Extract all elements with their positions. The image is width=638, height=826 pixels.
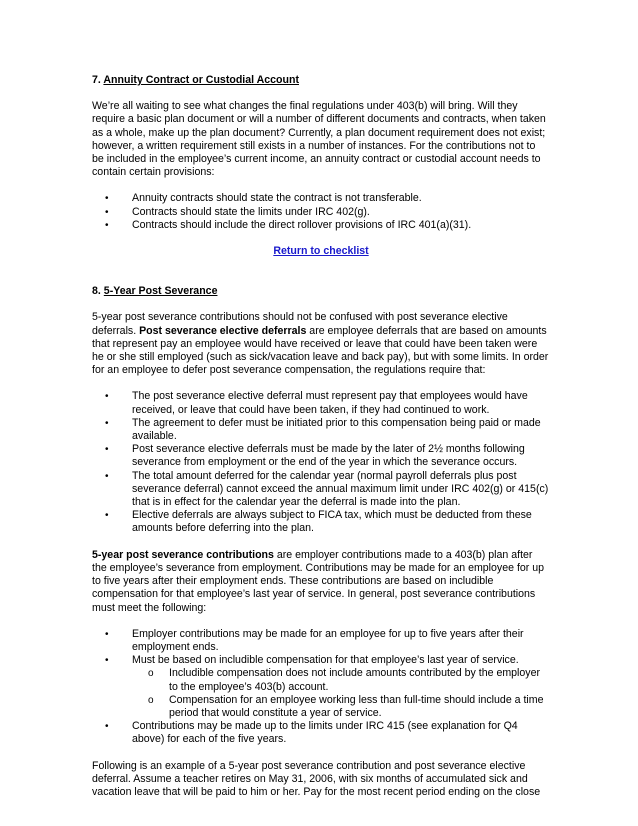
sub-list-item: o Compensation for an employee working less than full-time should include a time period that would constitute a year of service.	[148, 694, 550, 720]
paragraph-bold-term: Post severance elective deferrals	[139, 324, 307, 337]
section-7-intro: We’re all waiting to see what changes the final regulations under 403(b) will bring. Will they require a basic plan document or will a number of different documents and contracts, when taken as a whole, make up the plan document? Currently, a plan document requirement does not exist; however, a written requirement still exists in a number of instances. For the contributions not to be included in the employee’s current income, an annuity contract or custodial account needs to contain certain provisions:	[92, 100, 546, 179]
list-item-text: Must be based on includible compensation for that employee’s last year of service.	[132, 654, 519, 667]
section-7-heading	[92, 74, 550, 87]
paragraph-text: 5-year post severance contributions should not be confused with post severance elective deferrals.	[92, 311, 508, 337]
list-item: • Post severance elective deferrals must be made by the later of 2½ months following severance from employment or the end of the year in which the severance occurs.	[105, 443, 550, 469]
section-7-bullet-list	[92, 192, 550, 232]
section-8-bullet-list-1	[92, 390, 550, 535]
list-item	[105, 654, 550, 720]
section-7-number: 7.	[92, 74, 101, 86]
section-8-bullet-list-2	[92, 628, 550, 747]
list-item: • The post severance elective deferral must represent pay that employees would have received, or leave that could have been taken, if they had continued to work.	[105, 390, 550, 416]
list-item: • The agreement to defer must be initiated prior to this compensation being paid or made available.	[105, 417, 550, 443]
paragraph-text: are employee deferrals that are based on amounts that represent pay an employee would have received or leave that could have been taken were he or she still employed (such as sick/vacation leave and back pay), but with some limits. In order for an employee to defer post severance compensation, the regulations require that:	[92, 324, 549, 377]
section-8-paragraph-1	[92, 311, 550, 377]
return-to-checklist-link[interactable]: Return to checklist	[273, 245, 369, 258]
section-8-title: 5-Year Post Severance	[103, 285, 218, 298]
paragraph-bold-term: 5-year post severance contributions	[92, 548, 274, 561]
section-8-number: 8.	[92, 285, 101, 298]
document-body	[92, 74, 550, 799]
paragraph-text: are employer contributions made to a 403(b) plan after the employee’s severance from employment. Contributions may be made for an employee for up to five years after their employment ends. These contributions are based on includible compensation for that employee’s last year of service. In general, post severance contributions must meet the following:	[92, 548, 545, 614]
list-item: • Annuity contracts should state the contract is not transferable.	[105, 192, 550, 205]
list-item: • Contributions may be made up to the limits under IRC 415 (see explanation for Q4 above) for each of the five years.	[105, 720, 550, 746]
section-7-title: Annuity Contract or Custodial Account	[103, 74, 299, 86]
list-item: • The total amount deferred for the calendar year (normal payroll deferrals plus post severance deferral) cannot exceed the annual maximum limit under IRC 402(g) or 415(c) that is in effect for the calendar year the deferral is made into the plan.	[105, 470, 550, 510]
sub-list	[132, 667, 550, 720]
list-item: • Contracts should include the direct rollover provisions of IRC 401(a)(31).	[105, 219, 550, 232]
section-8-paragraph-3: Following is an example of a 5-year post severance contribution and post severance elective deferral. Assume a teacher retires on May 31, 2006, with six months of accumulated sick and vacation leave that will be paid to him or her. Pay for the most recent period ending on the close	[92, 759, 541, 798]
list-item: • Contracts should state the limits under IRC 402(g).	[105, 206, 550, 219]
list-item: • Employer contributions may be made for an employee for up to five years after their employment ends.	[105, 628, 550, 654]
list-item: • Elective deferrals are always subject to FICA tax, which must be deducted from these amounts before deferring into the plan.	[105, 509, 550, 535]
section-8-heading	[92, 285, 550, 298]
section-8-paragraph-2	[92, 549, 550, 615]
sub-list-item: o Includible compensation does not include amounts contributed by the employer to the employee’s 403(b) account.	[148, 667, 550, 693]
